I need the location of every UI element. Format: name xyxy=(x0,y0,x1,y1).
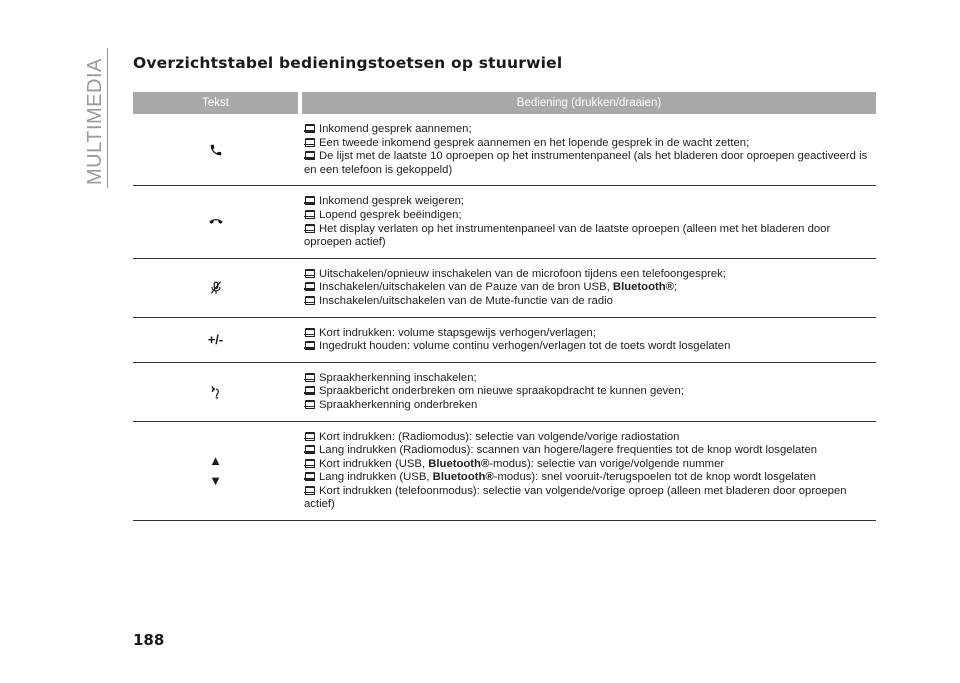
phone-accept-icon xyxy=(209,143,223,157)
table-row xyxy=(133,318,876,363)
bullet-icon xyxy=(304,385,315,395)
bullet-icon xyxy=(304,340,315,350)
bullet-icon xyxy=(304,223,315,233)
list-item: Kort indrukken (telefoonmodus): selectie van volgende/vorige oproep (alleen met bladeren door oproepen actief) xyxy=(304,484,847,511)
controls-table xyxy=(133,92,876,521)
bullet-icon xyxy=(304,295,315,305)
page-title: Overzichtstabel bedieningstoetsen op stuurwiel xyxy=(133,54,563,72)
list-item: Kort indrukken: (Radiomodus): selectie van volgende/vorige radiostation xyxy=(319,430,680,443)
list-item: Ingedrukt houden: volume continu verhogen/verlagen tot de toets wordt losgelaten xyxy=(319,340,731,353)
table-row xyxy=(133,186,876,258)
list-item: Inkomend gesprek aannemen; xyxy=(319,123,472,135)
bullet-icon xyxy=(304,137,315,147)
list-item: Uitschakelen/opnieuw inschakelen van de microfoon tijdens een telefoongesprek; xyxy=(319,267,726,280)
bullet-icon xyxy=(304,458,315,468)
list-item: Een tweede inkomend gesprek aannemen en het lopende gesprek in de wacht zetten; xyxy=(319,136,750,149)
list-item: Kort indrukken: volume stapsgewijs verhogen/verlagen; xyxy=(319,326,596,339)
table-row: ▲ ▼ Kort indrukken: (Radiomodus): selectie van volgende/vorige radiostation Lang indrukken (Radiomodus): scannen van hogere/lagere frequenties tot de knop wordt losgelaten Kort indrukken (USB, Bluetooth®-modus): selectie van vorige/volgende nummer Lang indrukken (USB, Bluetooth®-modus): snel vooruit-/terugspoelen tot de knop wordt losgelaten Kort indrukken (telefoonmodus): selectie van volgende/vorige oproep (alleen met bladeren door oproepen actief) xyxy=(133,422,876,522)
list-item: De lijst met de laatste 10 oproepen op het instrumentenpaneel (als het bladeren door oproepen geactiveerd is en een telefoon is gekoppeld) xyxy=(304,150,868,176)
page-number: 188 xyxy=(133,631,165,649)
list-item: Inkomend gesprek weigeren; xyxy=(319,195,465,208)
bullet-icon xyxy=(304,444,315,454)
list-item: Lopend gesprek beëindigen; xyxy=(319,208,462,221)
table-row xyxy=(133,363,876,422)
bullet-icon xyxy=(304,372,315,382)
table-row: Uitschakelen/opnieuw inschakelen van de microfoon tijdens een telefoongesprek; Inschakelen/uitschakelen van de Pauze van de bron USB, Bluetooth®; Inschakelen/uitschakelen van de Mute-functie van de radio xyxy=(133,259,876,318)
bullet-icon xyxy=(304,123,315,133)
arrow-down-icon: ▼ xyxy=(209,472,222,488)
table-header xyxy=(133,92,876,114)
section-label: MULTIMEDIA xyxy=(84,58,106,185)
bullet-icon xyxy=(304,399,315,409)
bullet-icon xyxy=(304,281,315,291)
bullet-icon xyxy=(304,209,315,219)
list-item: Lang indrukken (Radiomodus): scannen van hogere/lagere frequenties tot de knop wordt losgelaten xyxy=(319,444,818,457)
bluetooth-term: Bluetooth® xyxy=(428,457,490,470)
list-item: Kort indrukken (USB, xyxy=(319,457,426,470)
header-operation: Bediening (drukken/draaien) xyxy=(516,97,662,109)
mute-icon xyxy=(209,280,223,296)
bullet-icon xyxy=(304,195,315,205)
list-item: Spraakherkenning onderbreken xyxy=(319,398,478,411)
list-item: Het display verlaten op het instrumentenpaneel van de laatste oproepen (alleen met het bladeren door oproepen actief) xyxy=(304,222,831,249)
header-text: Tekst xyxy=(202,97,229,109)
list-item: Spraakherkenning inschakelen; xyxy=(319,371,477,384)
section-divider xyxy=(107,48,108,188)
bullet-icon xyxy=(304,471,315,481)
bluetooth-term: Bluetooth® xyxy=(432,471,494,484)
bluetooth-term: Bluetooth® xyxy=(612,281,674,294)
list-item: Inschakelen/uitschakelen van de Pauze van de bron USB, xyxy=(319,281,610,294)
bullet-icon xyxy=(304,327,315,337)
bullet-icon xyxy=(304,268,315,278)
bullet-icon xyxy=(304,150,315,160)
bullet-icon xyxy=(304,431,315,441)
phone-hangup-icon xyxy=(209,217,223,227)
list-item: Spraakbericht onderbreken om nieuwe spraakopdracht te kunnen geven; xyxy=(319,385,684,398)
table-row xyxy=(133,114,876,186)
list-item: Inschakelen/uitschakelen van de Mute-functie van de radio xyxy=(319,294,613,307)
volume-plus-minus-label: +/- xyxy=(207,332,224,348)
bullet-icon xyxy=(304,485,315,495)
arrow-up-icon: ▲ xyxy=(209,452,222,468)
list-item: Lang indrukken (USB, xyxy=(319,471,430,484)
voice-recognition-icon xyxy=(209,384,223,400)
